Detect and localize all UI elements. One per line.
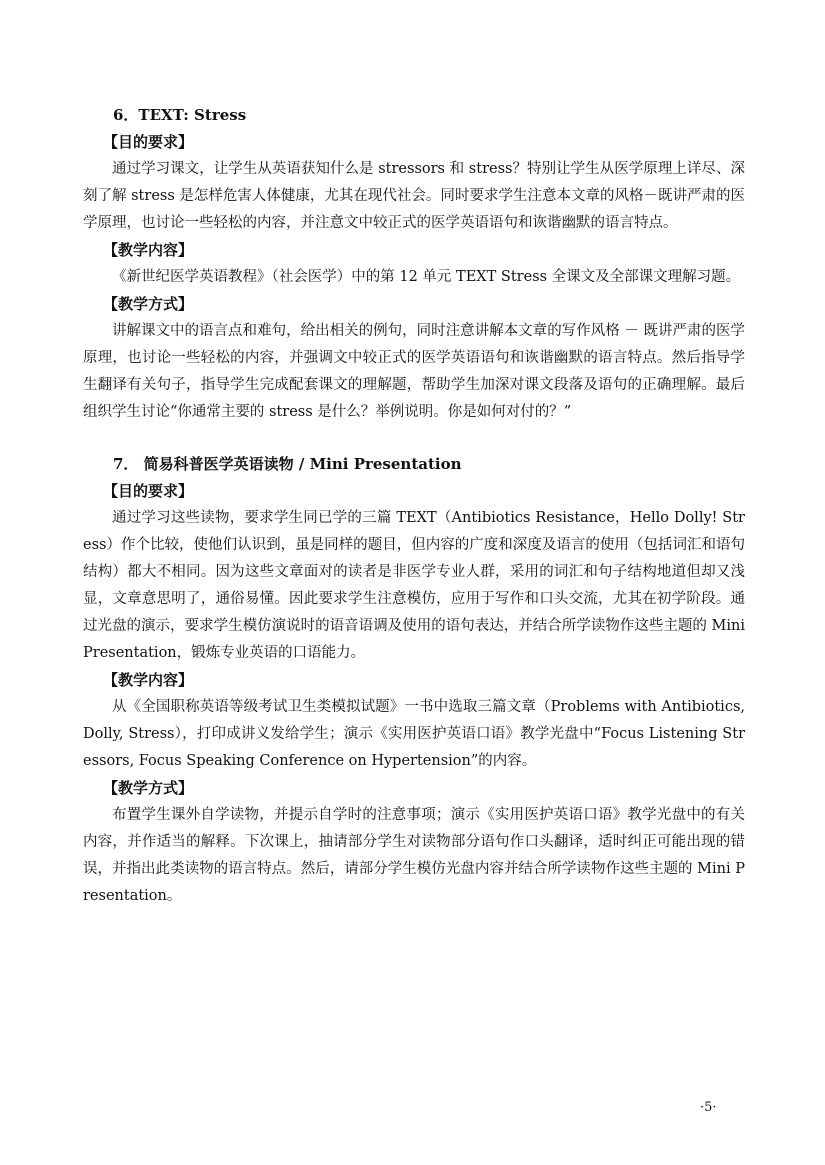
document-page: [83, 102, 745, 910]
section-7-objectives-heading: 【目的要求】: [103, 482, 194, 500]
section-6-objectives-text: 通过学习课文，让学生从英语获知什么是 stressors 和 stress？特别让学生从医学原理上详尽、深刻了解 stress 是怎样危害人体健康，尤其在现代社会。同时要求学生注意本文章的风格－既讲严肃的医学原理，也讨论一些轻松的内容，并注意文中较正式的医学英语语句和诙谐幽默的语言特点。: [83, 161, 745, 231]
section-6-title: 6．TEXT: Stress: [113, 106, 247, 124]
section-7-content-heading: 【教学内容】: [103, 671, 194, 689]
section-7-method-heading: 【教学方式】: [103, 779, 194, 797]
section-6-content-heading: 【教学内容】: [103, 241, 194, 259]
section-6-objectives-heading: 【目的要求】: [103, 133, 194, 151]
section-7-objectives-text: 通过学习这些读物，要求学生同已学的三篇 TEXT（Antibiotics Resistance，Hello Dolly! Stress）作个比较，使他们认识到，虽是同样的题目，但内容的广度和深度及语言的使用（包括词汇和语句结构）都大不相同。因为这些文章面对的读者是非医学专业人群，采用的词汇和句子结构地道但却又浅显，文章意思明了，通俗易懂。因此要求学生注意模仿，应用于写作和口头交流，尤其在初学阶段。通过光盘的演示，要求学生模仿演说时的语音语调及使用的语句表达，并结合所学读物作这些主题的 Mini Presentation，锻炼专业英语的口语能力。: [83, 510, 745, 661]
section-7-content-text: 从《全国职称英语等级考试卫生类模拟试题》一书中选取三篇文章（Problems with Antibiotics, Dolly, Stress），打印成讲义发给学生；演示《实用医护英语口语》教学光盘中“Focus Listening Stressors, Focus Speaking Conference on Hypertension”的内容。: [83, 699, 745, 769]
section-6-content-text: 《新世纪医学英语教程》（社会医学）中的第 12 单元 TEXT Stress 全课文及全部课文理解习题。: [112, 269, 741, 285]
page-number: ·5·: [700, 1100, 717, 1115]
section-7-method-text: 布置学生课外自学读物，并提示自学时的注意事项；演示《实用医护英语口语》教学光盘中的有关内容，并作适当的解释。下次课上，抽请部分学生对读物部分语句作口头翻译，适时纠正可能出现的错误，并指出此类读物的语言特点。然后，请部分学生模仿光盘内容并结合所学读物作这些主题的 Mini Presentation。: [83, 807, 745, 904]
section-6-method-heading: 【教学方式】: [103, 295, 194, 313]
section-6-method-text: 讲解课文中的语言点和难句，给出相关的例句，同时注意讲解本文章的写作风格 － 既讲严肃的医学原理，也讨论一些轻松的内容，并强调文中较正式的医学英语语句和诙谐幽默的语言特点。然后指导学生翻译有关句子，指导学生完成配套课文的理解题，帮助学生加深对课文段落及语句的正确理解。最后组织学生讨论“你通常主要的 stress 是什么？举例说明。你是如何对付的？”: [83, 323, 745, 420]
section-spacer: [83, 426, 745, 451]
section-7-title: 7． 简易科普医学英语读物 / Mini Presentation: [113, 455, 462, 473]
